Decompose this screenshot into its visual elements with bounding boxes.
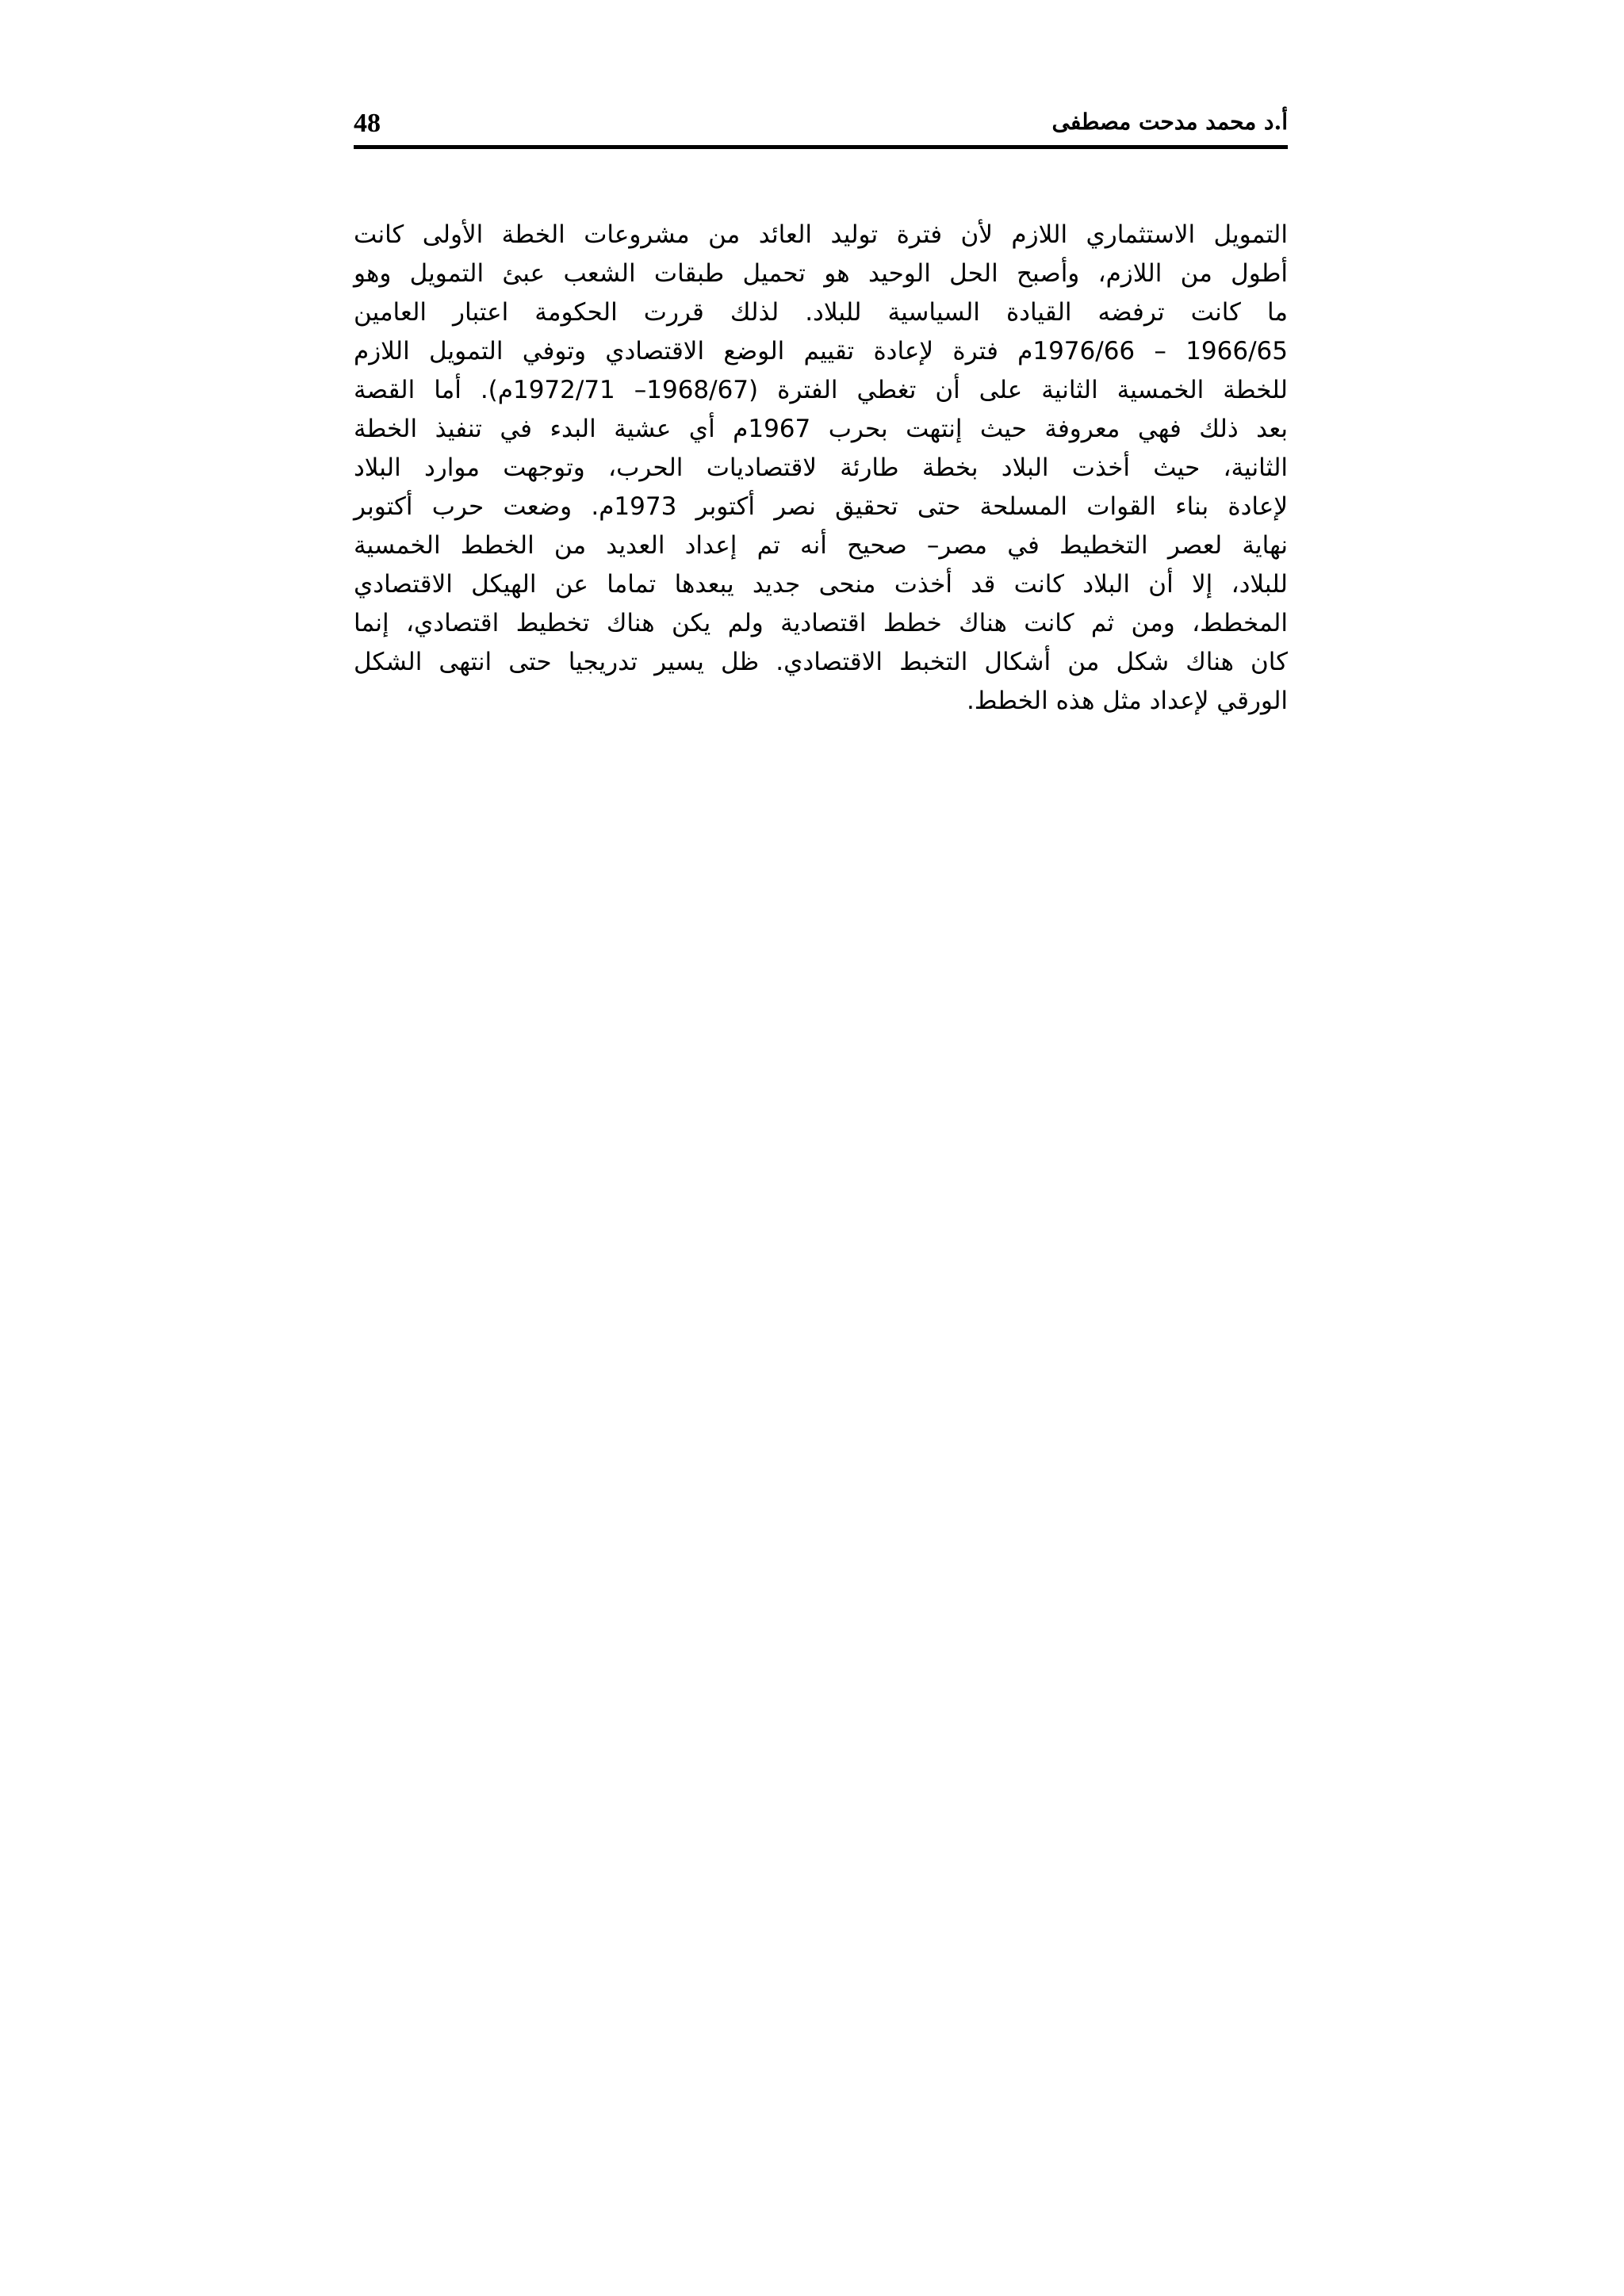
page-header bbox=[354, 101, 1288, 146]
text-line: الثانية، حيث أخذت البلاد بخطة طارئة لاقتصاديات الحرب، وتوجهت موارد البلاد bbox=[354, 453, 1288, 482]
page-number: 48 bbox=[354, 109, 381, 138]
text-line: التمويل الاستثماري اللازم لأن فترة توليد العائد من مشروعات الخطة الأولى كانت bbox=[354, 220, 1288, 249]
text-line: ما كانت ترفضه القيادة السياسية للبلاد. لذلك قررت الحكومة اعتبار العامين bbox=[354, 298, 1288, 327]
text-line: نهاية لعصر التخطيط في مصر– صحيح أنه تم إعداد العديد من الخطط الخمسية bbox=[354, 531, 1288, 560]
text-line-last: الورقي لإعداد مثل هذه الخطط. bbox=[966, 687, 1288, 715]
text-line: أطول من اللازم، وأصبح الحل الوحيد هو تحميل طبقات الشعب عبئ التمويل وهو bbox=[354, 259, 1288, 288]
header-rule bbox=[354, 145, 1288, 149]
text-line: 1966/65 – 1976/66م فترة لإعادة تقييم الوضع الاقتصادي وتوفي التمويل اللازم bbox=[354, 337, 1288, 365]
text-line: للخطة الخمسية الثانية على أن تغطي الفترة (1968/67– 1972/71م). أما القصة bbox=[354, 376, 1288, 404]
text-line: للبلاد، إلا أن البلاد كانت قد أخذت منحى جديد يبعدها تماما عن الهيكل الاقتصادي bbox=[354, 570, 1288, 599]
running-head-author: أ.د محمد مدحت مصطفى bbox=[1051, 109, 1288, 135]
body-paragraph bbox=[354, 216, 1288, 721]
text-line: لإعادة بناء القوات المسلحة حتى تحقيق نصر أكتوبر 1973م. وضعت حرب أكتوبر bbox=[354, 492, 1288, 521]
text-line: المخطط، ومن ثم كانت هناك خطط اقتصادية ولم يكن هناك تخطيط اقتصادي، إنما bbox=[354, 609, 1288, 637]
text-line: بعد ذلك فهي معروفة حيث إنتهت بحرب 1967م أي عشية البدء في تنفيذ الخطة bbox=[354, 415, 1288, 443]
text-line: كان هناك شكل من أشكال التخبط الاقتصادي. ظل يسير تدريجيا حتى انتهى الشكل bbox=[354, 648, 1288, 676]
